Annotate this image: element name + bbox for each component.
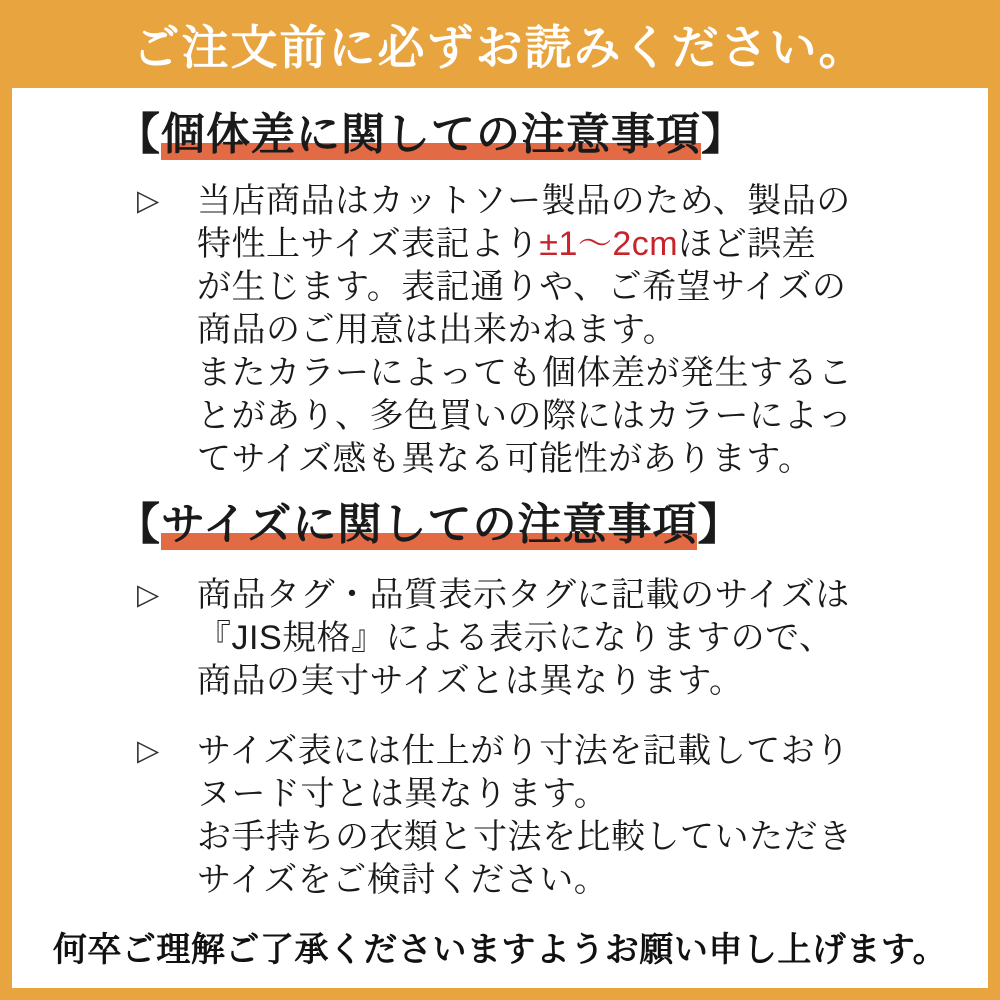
triangle-bullet-icon: ▷ (137, 579, 160, 611)
heading-bracket-open: 【 (116, 110, 161, 159)
text-line: またカラーによっても個体差が発生するこ (197, 354, 853, 392)
text-line: 当店商品はカットソー製品のため、製品の (197, 182, 851, 220)
text-line: とがあり、多色買いの際にはカラーによっ (197, 397, 853, 435)
text-line: 商品の実寸サイズとは異なります。 (197, 662, 744, 700)
paragraph-text (197, 180, 853, 481)
paragraph-size-measurement (137, 730, 853, 902)
heading-text-highlighted: 個体差に関しての注意事項 (161, 110, 701, 159)
text-line: サイズ表には仕上がり寸法を記載しており (197, 732, 850, 770)
footer-apology-note: 何卒ご理解ご了承くださいますようお願い申し上げます。 (52, 931, 948, 969)
section-heading-individual-differences (116, 110, 746, 159)
text-line: 特性上サイズ表記より±1〜2cmほど誤差 (197, 225, 817, 263)
text-line: てサイズ感も異なる可能性があります。 (197, 440, 813, 478)
text-line: サイズをご検討ください。 (197, 861, 609, 899)
text-line: が生じます。表記通りや、ご希望サイズの (197, 268, 847, 306)
paragraph-text (197, 574, 850, 703)
heading-bracket-close: 】 (697, 500, 743, 549)
header-band (0, 0, 1000, 88)
text-line: 『JIS規格』による表示になりますので、 (197, 619, 834, 657)
text-line: 商品のご用意は出来かねます。 (197, 311, 678, 349)
paragraph-individual-differences (137, 180, 853, 481)
triangle-bullet-icon: ▷ (137, 735, 160, 767)
heading-bracket-close: 】 (701, 110, 746, 159)
paragraph-size-tags (137, 574, 850, 703)
text-line: お手持ちの衣類と寸法を比較していただき (197, 818, 853, 856)
heading-bracket-open: 【 (116, 500, 161, 549)
tolerance-value-highlight: ±1〜2cm (539, 225, 679, 263)
content-panel (12, 88, 988, 988)
section-heading-size (116, 500, 742, 549)
triangle-bullet-icon: ▷ (137, 185, 160, 217)
heading-text-highlighted: サイズに関しての注意事項 (161, 500, 698, 549)
paragraph-text (197, 730, 853, 902)
text-line: ヌード寸とは異なります。 (197, 775, 609, 813)
page-title: ご注文前に必ずお読みください。 (132, 20, 868, 74)
text-line: 商品タグ・品質表示タグに記載のサイズは (197, 576, 850, 614)
